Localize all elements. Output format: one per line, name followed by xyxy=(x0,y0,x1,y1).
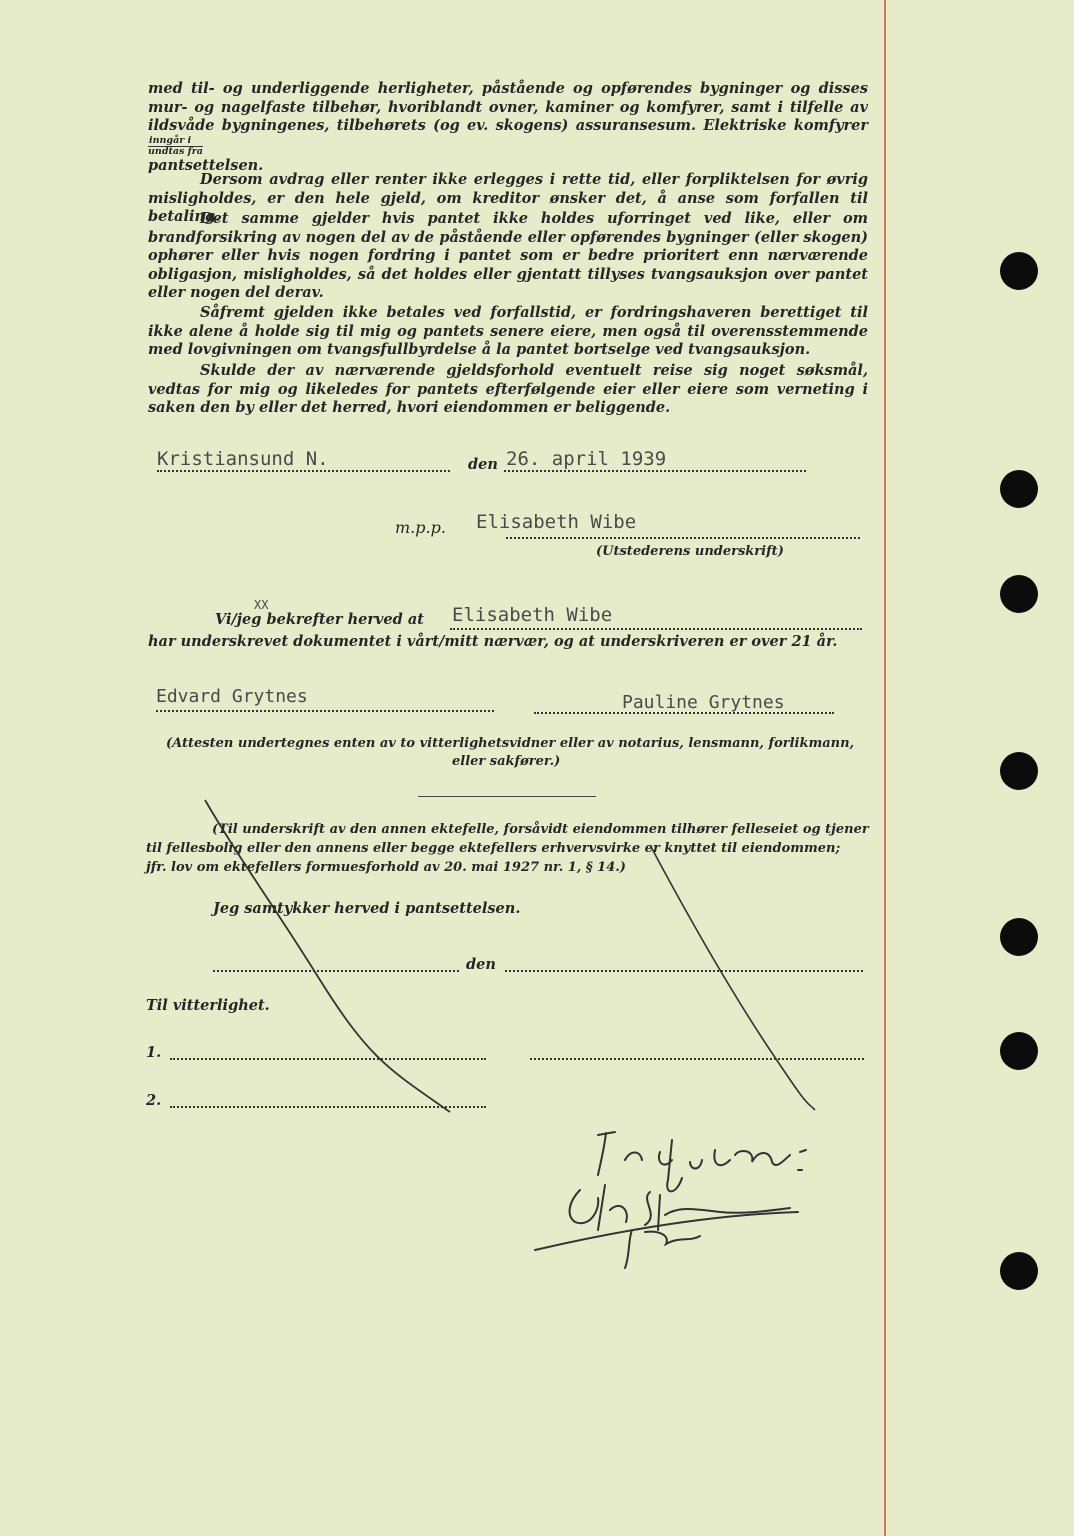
paragraph-property-text: med til- og underliggende herligheter, påstående og opførendes bygninger og disses mur- og nagelfaste tilbehør, hvoriblandt ovner, kaminer og komfyrer, samt i tilfelle av ildsvåde bygningenes, tilbehørets (og ev. skogens) assuransesum. Elektriske komfyrer xyxy=(148,80,868,135)
witness-num-1: 1. xyxy=(146,1044,162,1061)
witness-heading: Til vitterlighet. xyxy=(146,997,270,1014)
attest-prefix-text: Vi/jeg bekrefter herved at xyxy=(215,611,424,628)
witness-num-2: 2. xyxy=(146,1092,162,1109)
cross-out-stroke-left xyxy=(205,800,450,1112)
attest-name: Elisabeth Wibe xyxy=(452,604,613,626)
consent-text: Jeg samtykker herved i pantsettelsen. xyxy=(213,900,521,917)
attest-note-2: eller sakfører.) xyxy=(452,754,561,769)
issuer-caption: (Utstederens underskrift) xyxy=(596,544,784,559)
spouse-note-1: (Til underskrift av den annen ektefelle, forsåvidt eiendommen tilhører felleseiet og tjener xyxy=(212,822,869,837)
attest-note-1: (Attesten undertegnes enten av to vitterlighetsvidner eller av notarius, lensmann, forlikmann, xyxy=(166,736,855,751)
fraction-top: inngår i xyxy=(148,136,203,147)
spouse-note-2: til fellesbolig eller den annens eller begge ektefellers erhvervsvirke er knyttet til eiendommen; xyxy=(146,841,841,856)
place-field: Kristiansund N. xyxy=(157,448,329,470)
spouse-note-3: jfr. lov om ektefellers formuesforhold av 20. mai 1927 nr. 1, § 14.) xyxy=(146,860,626,875)
attest-xx-mark: XX xyxy=(254,598,269,612)
fraction-bottom: undtas fra xyxy=(148,145,203,157)
attest-line2: har underskrevet dokumentet i vårt/mitt nærvær, og at underskriveren er over 21 år. xyxy=(148,633,838,650)
date-field: 26. april 1939 xyxy=(506,448,667,470)
handwritten-endorsement xyxy=(535,1132,806,1268)
den-label: den xyxy=(468,456,498,473)
paragraph-insurance-text: Det samme gjelder hvis pantet ikke holdes uforringet ved like, eller om brandforsikring av nogen del av de påstående eller opførendes bygninger (eller skogen) ophører eller hvis nogen fordring i pantet som er bedre prioritert enn nærværende obligasjon, misligholdes, så det holdes eller gjentatt tillyses tvangsauksjon over pantet eller nogen del derav. xyxy=(148,210,868,302)
witness-2-signature: Pauline Grytnes xyxy=(622,692,785,713)
witness-1-signature: Edvard Grytnes xyxy=(156,686,308,707)
mpp-label: m.p.p. xyxy=(395,518,446,537)
paragraph-venue-text: Skulde der av nærværende gjeldsforhold eventuelt reise sig noget søksmål, vedtas for mig og likeledes for pantets efterfølgende eier eller eiere som verneting i saken den by eller det herred, hvori eiendommen er beliggende. xyxy=(148,362,868,417)
issuer-signature: Elisabeth Wibe xyxy=(476,511,637,533)
paragraph-property-end: pantsettelsen. xyxy=(148,156,264,174)
paragraph-auction-text: Såfremt gjelden ikke betales ved forfallstid, er fordringshaveren berettiget til ikke alene å holde sig til mig og pantets senere eiere, men også til overensstemmende med lovgivningen om tvangsfullbyrdelse å la pantet bortselge ved tvangsauksjon. xyxy=(148,304,868,359)
consent-den-label: den xyxy=(466,956,496,973)
paragraph-default-text: Dersom avdrag eller renter ikke erlegges i rette tid, eller forpliktelsen for øvrig misligholdes, er den hele gjeld, om kreditor ønsker det, å anse som forfallen til betaling. xyxy=(148,171,868,226)
cross-out-stroke-right xyxy=(650,845,815,1110)
